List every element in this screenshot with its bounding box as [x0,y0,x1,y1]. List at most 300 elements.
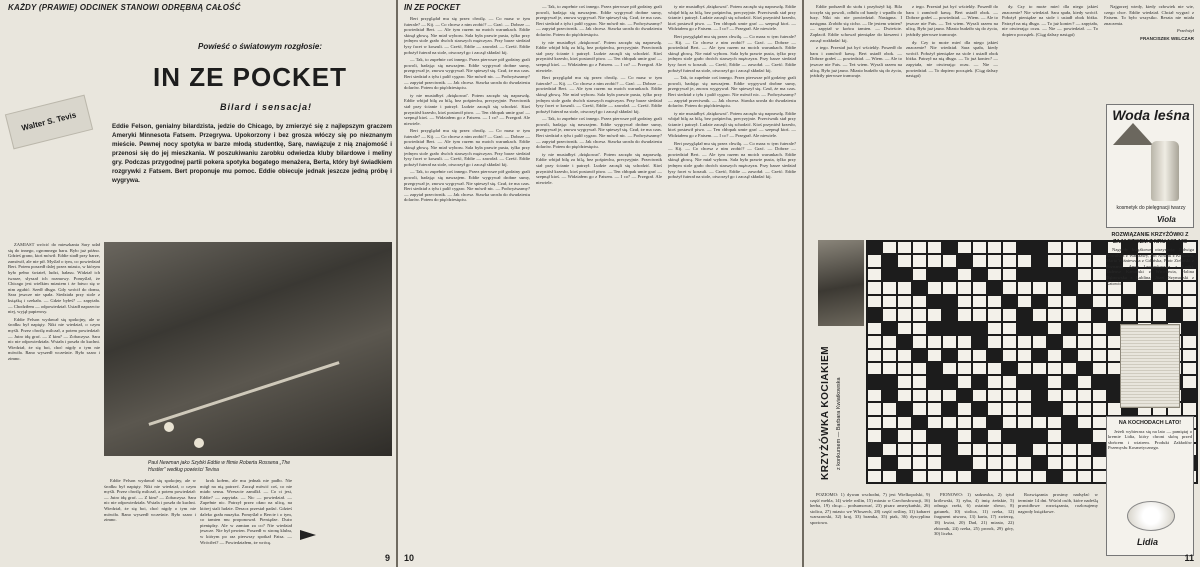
crossword-cell[interactable] [927,349,942,362]
crossword-cell[interactable] [972,389,987,402]
crossword-block [1062,416,1077,429]
crossword-block [1017,375,1032,388]
crossword-cell[interactable] [957,362,972,375]
crossword-block [1017,308,1032,321]
crossword-block [972,322,987,335]
crossword-cell[interactable] [927,335,942,348]
crossword-cell[interactable] [942,362,957,375]
crossword-cell[interactable] [912,268,927,281]
ad-subtitle: kosmetyk do pielęgnacji twarzy [1116,205,1186,211]
crossword-cell[interactable] [912,254,927,267]
crossword-cell[interactable] [1017,254,1032,267]
crossword-cell[interactable] [897,254,912,267]
cue-stick-shape [148,361,339,426]
crossword-cell[interactable] [1062,389,1077,402]
crossword-cell[interactable] [912,456,927,469]
crossword-block [972,402,987,415]
ad-brand: Lidia [1137,537,1159,547]
solution-title: ROZWIĄZANIE KRZYŻÓWKI Z ZAJĄCZKIEM Z NRU 107-108 [1111,232,1189,245]
crossword-cell[interactable] [1062,470,1077,483]
crossword-cell[interactable] [987,322,1002,335]
crossword-cell[interactable] [897,362,912,375]
crossword-cell[interactable] [1002,335,1017,348]
crossword-cell[interactable] [912,308,927,321]
crossword-cell[interactable] [897,308,912,321]
crossword-cell[interactable] [912,335,927,348]
body-paragraph: Eddie podszedł do stołu i przyłożył kij. Bila toczyła się powoli, odbiła od bandy i wpadła do łuzy. Nikt nic nie powiedział. Następna. I następna. Zrobiło się cicho. — Ile jestem winien? — zapytał w końcu tamten. — Dwieście. Zapłacił. Eddie schował pieniądze do kieszeni i zaczął rozkładać kij. [810,4,902,43]
crossword-cell[interactable] [927,241,942,254]
tagline: Powieść o światowym rozgłosie: [197,42,323,51]
crossword-cell[interactable] [1032,443,1047,456]
crossword-block [972,375,987,388]
crossword-cell[interactable] [897,416,912,429]
crossword-block [1017,443,1032,456]
crossword-cell[interactable] [1047,241,1062,254]
crossword-cell[interactable] [957,241,972,254]
crossword-cell[interactable] [957,402,972,415]
crossword-cell[interactable] [1047,429,1062,442]
crossword-cell[interactable] [987,402,1002,415]
crossword-cell[interactable] [1032,416,1047,429]
body-paragraph: ty nie musiałbyś ,dziękować'. Potem zaczęło się naprawdę. Eddie wbijał bilę za bilą, bez pośpiechu, precyzyjnie. Przeciwnik stał przy ścianie i patrzył. Ludzie zaczęli się schodzić. Ktoś przyniósł krzesło, ktoś postawił piwo. — Ten chłopak umie grać — szepnął ktoś. — Widziałem go z Fatsem. — I co? — Przegrał. Ale niewiele. [536,151,662,185]
crossword-cell[interactable] [912,241,927,254]
crossword-cell[interactable] [867,470,882,483]
crossword-cell[interactable] [1032,308,1047,321]
crossword-block [942,349,957,362]
crossword-cell[interactable] [897,429,912,442]
crossword-cell[interactable] [1002,443,1017,456]
crossword-block [1032,349,1047,362]
crossword-block [1092,375,1107,388]
crossword-cell[interactable] [957,470,972,483]
crossword-cell[interactable] [987,295,1002,308]
crossword-cell[interactable] [1002,268,1017,281]
page-number: 10 [404,553,415,563]
crossword-cell[interactable] [1017,295,1032,308]
body-paragraph: Jeżeli wybierasz się na lato — pamiętaj o kremie Lidia, który chroni skórę przed słońcem i wiatrem. Produkt Zakładów Przemysłu Kosmetycznego. [1108,428,1192,451]
crossword-cell[interactable] [942,389,957,402]
crossword-cell[interactable] [1017,416,1032,429]
crossword-cell[interactable] [912,443,927,456]
crossword-cell[interactable] [1002,349,1017,362]
crossword-cell[interactable] [927,308,942,321]
crossword-cell[interactable] [987,443,1002,456]
crossword-cell[interactable] [912,389,927,402]
crossword-cell[interactable] [912,322,927,335]
crossword-cell[interactable] [1017,389,1032,402]
crossword-cell[interactable] [987,429,1002,442]
crossword-cell[interactable] [1062,254,1077,267]
crossword-cell[interactable] [897,375,912,388]
crossword-cell[interactable] [1092,322,1107,335]
crossword-cell[interactable] [1077,375,1092,388]
crossword-cell[interactable] [942,281,957,294]
crossword-cell[interactable] [1062,456,1077,469]
crossword-cell[interactable] [957,335,972,348]
crossword-cell[interactable] [897,295,912,308]
crossword-cell[interactable] [1047,349,1062,362]
crossword-block [897,268,912,281]
crossword-block [942,268,957,281]
crossword-cell[interactable] [1077,241,1092,254]
crossword-cell[interactable] [1047,295,1062,308]
crossword-cell[interactable] [927,470,942,483]
crossword-cell[interactable] [1047,389,1062,402]
crossword-block [1047,470,1062,483]
crossword-cell[interactable] [1077,443,1092,456]
clues-down [934,492,1014,562]
crossword-cell[interactable] [1077,389,1092,402]
body-paragraph: Eddie Felson wydawał się spokojny, ale w środku był napięty. Nikt nie wiedział, o czym myśli. Przez chwilę milczał, a potem powiedział: — Jutro idę grać. — Z kim? — Zobaczysz. Sara nic nie odpowiedziała. Wstała i poszła do kuchni. Wiedział, że się boi, choć nigdy o tym nie mówiła. Rano wyszedł wcześnie. Było szaro i zimno. [104,478,196,523]
crossword-cell[interactable] [882,349,897,362]
actress-photo [818,240,864,326]
crossword-block [1002,362,1017,375]
crossword-cell[interactable] [1002,308,1017,321]
crossword-cell[interactable] [927,443,942,456]
crossword-cell[interactable] [867,295,882,308]
crossword-block [1062,322,1077,335]
body-paragraph: Najgorzej wtedy, kiedy człowiek nie wie, czego chce. Eddie wiedział. Chciał wygrać z Fatsem. To było wszystko. Reszta nie miała znaczenia. [1104,4,1194,26]
crossword-cell[interactable] [927,416,942,429]
crossword-cell[interactable] [957,295,972,308]
crossword-cell[interactable] [957,375,972,388]
crossword-cell[interactable] [1092,389,1107,402]
body-paragraph: Bert przyglądał mu się przez chwilę. — Co masz w tym futerale? — Kij. — Co chcesz z nim zrobić? — Grać. — Dobrze — powiedział Bert. — Ale tym razem na moich warunkach. Eddie skinął głową. Nie miał wyboru. Sala była prawie pusta, tylko przy jednym stole grało dwóch starszych mężczyzn. Przy barze siedział łysy facet w koszuli. — Cześć, Eddie — zawołał. — Cześć. Eddie położył futerał na stole, otworzył go i zaczął składać kij. [668,33,796,73]
crossword-cell[interactable] [987,362,1002,375]
crossword-cell[interactable] [1017,362,1032,375]
crossword-cell[interactable] [1002,470,1017,483]
crossword-cell[interactable] [897,443,912,456]
crossword-block [1047,268,1062,281]
crossword-cell[interactable] [1092,254,1107,267]
crossword-subtitle: z konkursem — Barbara Kwiatkowska [836,377,842,470]
body-paragraph: PIONOWO: 1) sadzawka, 2) tytuł królewski, 3) ryba, 4) imię żeńskie, 5) odnoga rzeki, 6) ostatnie słowo, 8) gatunek, 10) stolica, 11) rzeka, 12) fragment utworu, 13) karta, 17) zwierzę, 18) kwiat, 20) Dad, 21) miasto, 22) zbiornik, 24) rzeka, 25) prorok, 29) góry, 30) liczba. [934,492,1014,537]
crossword-cell[interactable] [987,308,1002,321]
ad-title: NA KOCHODACH LATO! [1118,420,1182,426]
crossword-cell[interactable] [1017,281,1032,294]
body-column-2 [906,4,998,236]
crossword-cell[interactable] [957,268,972,281]
crossword-cell[interactable] [1002,389,1017,402]
crossword-block [882,254,897,267]
crossword-block [1017,322,1032,335]
crossword-cell[interactable] [1077,268,1092,281]
crossword-cell[interactable] [1002,402,1017,415]
crossword-cell[interactable] [972,254,987,267]
ad-brand: Viola [1157,215,1176,224]
body-paragraph: Bert przyglądał mu się przez chwilę. — Co masz w tym futerale? — Kij. — Co chcesz z nim zrobić? — Grać. — Dobrze — powiedział Bert. — Ale tym razem na moich warunkach. Eddie skinął głową. Nie miał wyboru. Sala była prawie pusta, tylko przy jednym stole grało dwóch starszych mężczyzn. Przy barze siedział łysy facet w koszuli. — Cześć, Eddie — zawołał. — Cześć. Eddie położył futerał na stole, otworzył go i zaczął składać kij. [536,75,662,114]
crossword-cell[interactable] [1062,335,1077,348]
crossword-block [867,443,882,456]
crossword-cell[interactable] [957,443,972,456]
crossword-cell[interactable] [1047,375,1062,388]
crossword-cell[interactable] [987,268,1002,281]
crossword-cell[interactable] [867,268,882,281]
crossword-cell[interactable] [1092,349,1107,362]
body-column-1 [810,4,902,236]
body-paragraph: krok kołem, ale mu jednak nie padło. Nie mógł na nią patrzeć. Zaczął mówić coś, co nie miało sensu. Wreszcie zamilkł. — Co ci jest, Eddie? — zapytała. — Nic — powiedział. — Zupełnie nic. Patrzył przez okno na ulicę, na której stali ludzie. Deszcz przestał padać. Gdzieś daleko grała muzyka. Pomyślał o Bercie i o tym, co tamten mu proponował. Pieniądze. Dużo pieniędzy. Ale w zamian za co? Nie wiedział jeszcze. Nie był pewien. Poszedł w stronę klubu, w którym po raz pierwszy spotkał Fatsa. — Wróciłeś? — Powiedziałem, że wrócę. [200,478,292,545]
crossword-cell[interactable] [882,335,897,348]
crossword-block [912,281,927,294]
crossword-block [867,375,882,388]
crossword-cell[interactable] [912,470,927,483]
crossword-cell[interactable] [1002,456,1017,469]
crossword-cell[interactable] [972,295,987,308]
crossword-cell[interactable] [1077,322,1092,335]
crossword-cell[interactable] [882,362,897,375]
crossword-cell[interactable] [867,281,882,294]
crossword-block [1047,335,1062,348]
crossword-cell[interactable] [882,470,897,483]
woda-lesna-ad [1106,104,1194,228]
crossword-cell[interactable] [1077,254,1092,267]
crossword-cell[interactable] [867,349,882,362]
body-paragraph: dy. Czy to może mieć dla niego jakieś znaczenie? Nie wiedział. Sara spała, kiedy wrócił. Położył pieniądze na stole i usiadł obok łóżka. Patrzył na nią długo. — To już koniec? — zapytała, nie otwierając oczu. — Nie — powiedział. — To dopiero początek. (Ciąg dalszy nastąpi) [906,39,998,79]
crossword-cell[interactable] [867,416,882,429]
crossword-cell[interactable] [1002,241,1017,254]
series-header: KAŻDY (PRAWIE) ODCINEK STANOWI ODRĘBNĄ CAŁOŚĆ [8,3,241,12]
crossword-cell[interactable] [912,429,927,442]
crossword-cell[interactable] [1062,443,1077,456]
running-header: IN ZE POCKET [404,3,461,12]
crossword-block [972,335,987,348]
crossword-cell[interactable] [897,349,912,362]
crossword-cell[interactable] [1032,281,1047,294]
crossword-cell[interactable] [987,389,1002,402]
crossword-cell[interactable] [927,281,942,294]
crossword-cell[interactable] [1092,416,1107,429]
crossword-cell[interactable] [1062,295,1077,308]
crossword-cell[interactable] [1047,281,1062,294]
crossword-cell[interactable] [1047,416,1062,429]
crossword-block [1032,254,1047,267]
crossword-cell[interactable] [1047,308,1062,321]
crossword-cell[interactable] [987,470,1002,483]
body-paragraph: — Tak, to zupełnie coś innego. Przez pierwsze pół godziny grali powoli, badając się nawzajem. Eddie wygrywał drobne sumy, przegrywał je, znowu wygrywał. Nie spieszył się. Czuł, że ma czas. Bert siedział z tyłu i palił cygaro. Nie mówił nic. — Podwyższamy? — zapytał przeciwnik. — Jak chcesz. Stawka urosła do dwudziestu dolarów. Potem do pięćdziesięciu. [404,169,530,203]
crossword-cell[interactable] [1077,349,1092,362]
crossword-cell[interactable] [867,429,882,442]
crossword-cell[interactable] [1092,402,1107,415]
crossword-cell[interactable] [882,443,897,456]
bottle-icon [1151,141,1179,201]
crossword-block [972,268,987,281]
crossword-cell[interactable] [1017,402,1032,415]
crossword-cell[interactable] [1077,335,1092,348]
crossword-cell[interactable] [1047,443,1062,456]
crossword-cell[interactable] [1032,362,1047,375]
crossword-cell[interactable] [1002,254,1017,267]
body-paragraph: ty nie musiałbyś ,dziękować'. Potem zaczęło się naprawdę. Eddie wbijał bilę za bilą, bez pośpiechu, precyzyjnie. Przeciwnik stał przy ścianie i patrzył. Ludzie zaczęli się schodzić. Ktoś przyniósł krzesło, ktoś postawił piwo. — Ten chłopak umie grać — szepnął ktoś. — Widziałem go z Fatsem. — I co? — Przegrał. Ale niewiele. [536,39,662,73]
crossword-cell[interactable] [957,429,972,442]
crossword-block [1032,402,1047,415]
crossword-block [1032,456,1047,469]
crossword-cell[interactable] [1047,322,1062,335]
body-paragraph: z tego. Przestał już być wściekły. Poszedł do baru i zamówił kawę. Bert usiadł obok. — Dobrze grałeś — powiedział. — Wiem. — Ale to jeszcze nie Fats. — Też wiem. Wyszli razem na ulicę. Było już jasno. Miasto budziło się do życia, jeździły pierwsze tramwaje. [810,45,902,79]
body-paragraph: ty nie musiałbyś ,dziękować'. Potem zaczęło się naprawdę. Eddie wbijał bilę za bilą, bez pośpiechu, precyzyjnie. Przeciwnik stał przy ścianie i patrzył. Ludzie zaczęli się schodzić. Ktoś przyniósł krzesło, ktoś postawił piwo. — Ten chłopak umie grać — szepnął ktoś. — Widziałem go z Fatsem. — I co? — Przegrał. Ale niewiele. [668,110,796,139]
crossword-cell[interactable] [972,349,987,362]
crossword-cell[interactable] [1047,362,1062,375]
crossword-block [1062,281,1077,294]
crossword-cell[interactable] [972,241,987,254]
crossword-cell[interactable] [1002,322,1017,335]
crossword-cell[interactable] [987,254,1002,267]
crossword-cell[interactable] [897,322,912,335]
crossword-cell[interactable] [1077,308,1092,321]
crossword-cell[interactable] [867,335,882,348]
crossword-cell[interactable] [1002,375,1017,388]
crossword-cell[interactable] [867,322,882,335]
crossword-cell[interactable] [987,335,1002,348]
crossword-cell[interactable] [1077,470,1092,483]
crossword-cell[interactable] [1077,281,1092,294]
crossword-block [942,429,957,442]
crossword-block [957,389,972,402]
crossword-cell[interactable] [867,362,882,375]
crossword-block [867,308,882,321]
photo-caption: Paul Newman jako Szybki Eddie w filmie Roberta Rossena „The Hustler” według powieści Tevisa [148,460,291,473]
crossword-cell[interactable] [1077,402,1092,415]
crossword-cell[interactable] [897,389,912,402]
crossword-block [972,470,987,483]
crossword-cell[interactable] [957,308,972,321]
body-column-3 [1002,4,1098,236]
crossword-cell[interactable] [927,456,942,469]
crossword-block [942,375,957,388]
crossword-block [882,375,897,388]
crossword-cell[interactable] [882,416,897,429]
crossword-cell[interactable] [867,389,882,402]
crossword-block [1062,268,1077,281]
crossword-cell[interactable] [912,295,927,308]
crossword-block [942,456,957,469]
crossword-cell[interactable] [1062,241,1077,254]
crossword-block [927,429,942,442]
crossword-cell[interactable] [1062,402,1077,415]
crossword-cell[interactable] [972,281,987,294]
crossword-cell[interactable] [912,375,927,388]
crossword-block [1032,389,1047,402]
lidia-cream-ad [1106,416,1194,556]
body-paragraph: Nagrody książkowe otrzymują: Jadwiga Kowalska z Warszawy, Jan Nowak z Krakowa, Maria Wiśniewska z Gdańska, Piotr Zieliński z Poznania, Anna Lewandowska z Łodzi, Tadeusz Kamiński z Wrocławia, Halina Dąbrowska z Lublina, Józef Szymański z Katowic. [1106,247,1194,286]
article-title: IN ZE POCKET [152,62,347,92]
crossword-cell[interactable] [1092,456,1107,469]
crossword-cell[interactable] [867,456,882,469]
crossword-cell[interactable] [942,335,957,348]
crossword-cell[interactable] [897,456,912,469]
crossword-cell[interactable] [1092,295,1107,308]
crossword-cell[interactable] [1032,335,1047,348]
crossword-cell[interactable] [1017,456,1032,469]
crossword-cell[interactable] [1077,416,1092,429]
crossword-cell[interactable] [1092,335,1107,348]
translator-label: Przełożył [1176,28,1194,34]
crossword-cell[interactable] [882,295,897,308]
crossword-block [987,281,1002,294]
crossword-cell[interactable] [1092,281,1107,294]
crossword-cell[interactable] [1002,416,1017,429]
crossword-block [942,402,957,415]
crossword-cell[interactable] [987,456,1002,469]
crossword-cell[interactable] [972,416,987,429]
crossword-block [897,470,912,483]
crossword-cell[interactable] [957,281,972,294]
crossword-cell[interactable] [897,241,912,254]
crossword-cell[interactable] [912,402,927,415]
crossword-cell[interactable] [867,402,882,415]
body-paragraph: Eddie Felson wydawał się spokojny, ale w środku był napięty. Nikt nie wiedział, o czym myśli. Przez chwilę milczał, a potem powiedział: — Jutro idę grać. — Z kim? — Zobaczysz. Sara nic nie odpowiedziała. Wstała i poszła do kuchni. Wiedział, że się boi, choć nigdy o tym nie mówiła. Rano wyszedł wcześnie. Było szaro i zimno. [8,316,100,361]
crossword-block [942,241,957,254]
crossword-block [1092,443,1107,456]
crossword-block [1017,268,1032,281]
crossword-block [912,416,927,429]
crossword-cell[interactable] [987,241,1002,254]
crossword-cell[interactable] [897,281,912,294]
crossword-cell[interactable] [1092,362,1107,375]
body-paragraph: — Tak, to zupełnie coś innego. Przez pierwsze pół godziny grali powoli, badając się nawzajem. Eddie wygrywał drobne sumy, przegrywał je, znowu wygrywał. Nie spieszył się. Czuł, że ma czas. Bert siedział z tyłu i palił cygaro. Nie mówił nic. — Podwyższamy? — zapytał przeciwnik. — Jak chcesz. Stawka urosła do dwudziestu dolarów. Potem do pięćdziesięciu. [536,4,662,37]
crossword-cell[interactable] [957,349,972,362]
ad-body [1108,429,1192,485]
crossword-cell[interactable] [1062,308,1077,321]
body-column-2 [104,478,196,558]
crossword-cell[interactable] [987,375,1002,388]
crossword-block [1032,295,1047,308]
crossword-cell[interactable] [882,241,897,254]
crossword-cell[interactable] [927,389,942,402]
crossword-cell[interactable] [1047,254,1062,267]
crossword-cell[interactable] [1017,349,1032,362]
crossword-cell[interactable] [972,443,987,456]
solution-text [1106,247,1194,307]
crossword-cell[interactable] [972,456,987,469]
crossword-cell[interactable] [1062,362,1077,375]
crossword-cell[interactable] [1002,281,1017,294]
article-kicker: Bilard i sensacja! [220,102,313,112]
crossword-block [942,308,957,321]
crossword-cell[interactable] [957,416,972,429]
crossword-cell[interactable] [867,254,882,267]
film-still-photo [104,242,392,456]
body-paragraph: Bert przyglądał mu się przez chwilę. — Co masz w tym futerale? — Kij. — Co chcesz z nim zrobić? — Grać. — Dobrze — powiedział Bert. — Ale tym razem na moich warunkach. Eddie skinął głową. Nie miał wyboru. Sala była prawie pusta, tylko przy jednym stole grało dwóch starszych mężczyzn. Przy barze siedział łysy facet w koszuli. — Cześć, Eddie — zawołał. — Cześć. Eddie położył futerał na stole, otworzył go i zaczął składać kij. [404,16,530,55]
crossword-cell[interactable] [882,281,897,294]
crossword-cell[interactable] [942,254,957,267]
crossword-cell[interactable] [942,416,957,429]
crossword-cell[interactable] [1017,470,1032,483]
crossword-block [882,268,897,281]
crossword-cell[interactable] [1017,335,1032,348]
crossword-cell[interactable] [942,470,957,483]
crossword-cell[interactable] [927,402,942,415]
crossword-cell[interactable] [882,402,897,415]
crossword-block [942,295,957,308]
crossword-cell[interactable] [1092,268,1107,281]
crossword-block [942,322,957,335]
crossword-cell[interactable] [912,362,927,375]
crossword-cell[interactable] [1092,429,1107,442]
crossword-cell[interactable] [1092,470,1107,483]
body-paragraph: — Tak, to zupełnie coś innego. Przez pierwsze pół godziny grali powoli, badając się nawzajem. Eddie wygrywał drobne sumy, przegrywał je, znowu wygrywał. Nie spieszył się. Czuł, że ma czas. Bert siedział z tyłu i palił cygaro. Nie mówił nic. — Podwyższamy? — zapytał przeciwnik. — Jak chcesz. Stawka urosła do dwudziestu dolarów. Potem do pięćdziesięciu. [668,75,796,109]
crossword-block [1062,375,1077,388]
crossword-cell[interactable] [1047,456,1062,469]
crossword-cell[interactable] [1032,470,1047,483]
body-paragraph: ty nie musiałbyś ,dziękować'. Potem zaczęło się naprawdę. Eddie wbijał bilę za bilą, bez pośpiechu, precyzyjnie. Przeciwnik stał przy ścianie i patrzył. Ludzie zaczęli się schodzić. Ktoś przyniósł krzesło, ktoś postawił piwo. — Ten chłopak umie grać — szepnął ktoś. — Widziałem go z Fatsem. — I co? — Przegrał. Ale niewiele. [404,92,530,126]
crossword-cell[interactable] [972,308,987,321]
crossword-cell[interactable] [927,254,942,267]
crossword-cell[interactable] [882,308,897,321]
translator-name: FRANCISZEK WELCZAR [1140,35,1194,41]
crossword-cell[interactable] [972,362,987,375]
crossword-block [987,416,1002,429]
crossword-cell[interactable] [1077,456,1092,469]
